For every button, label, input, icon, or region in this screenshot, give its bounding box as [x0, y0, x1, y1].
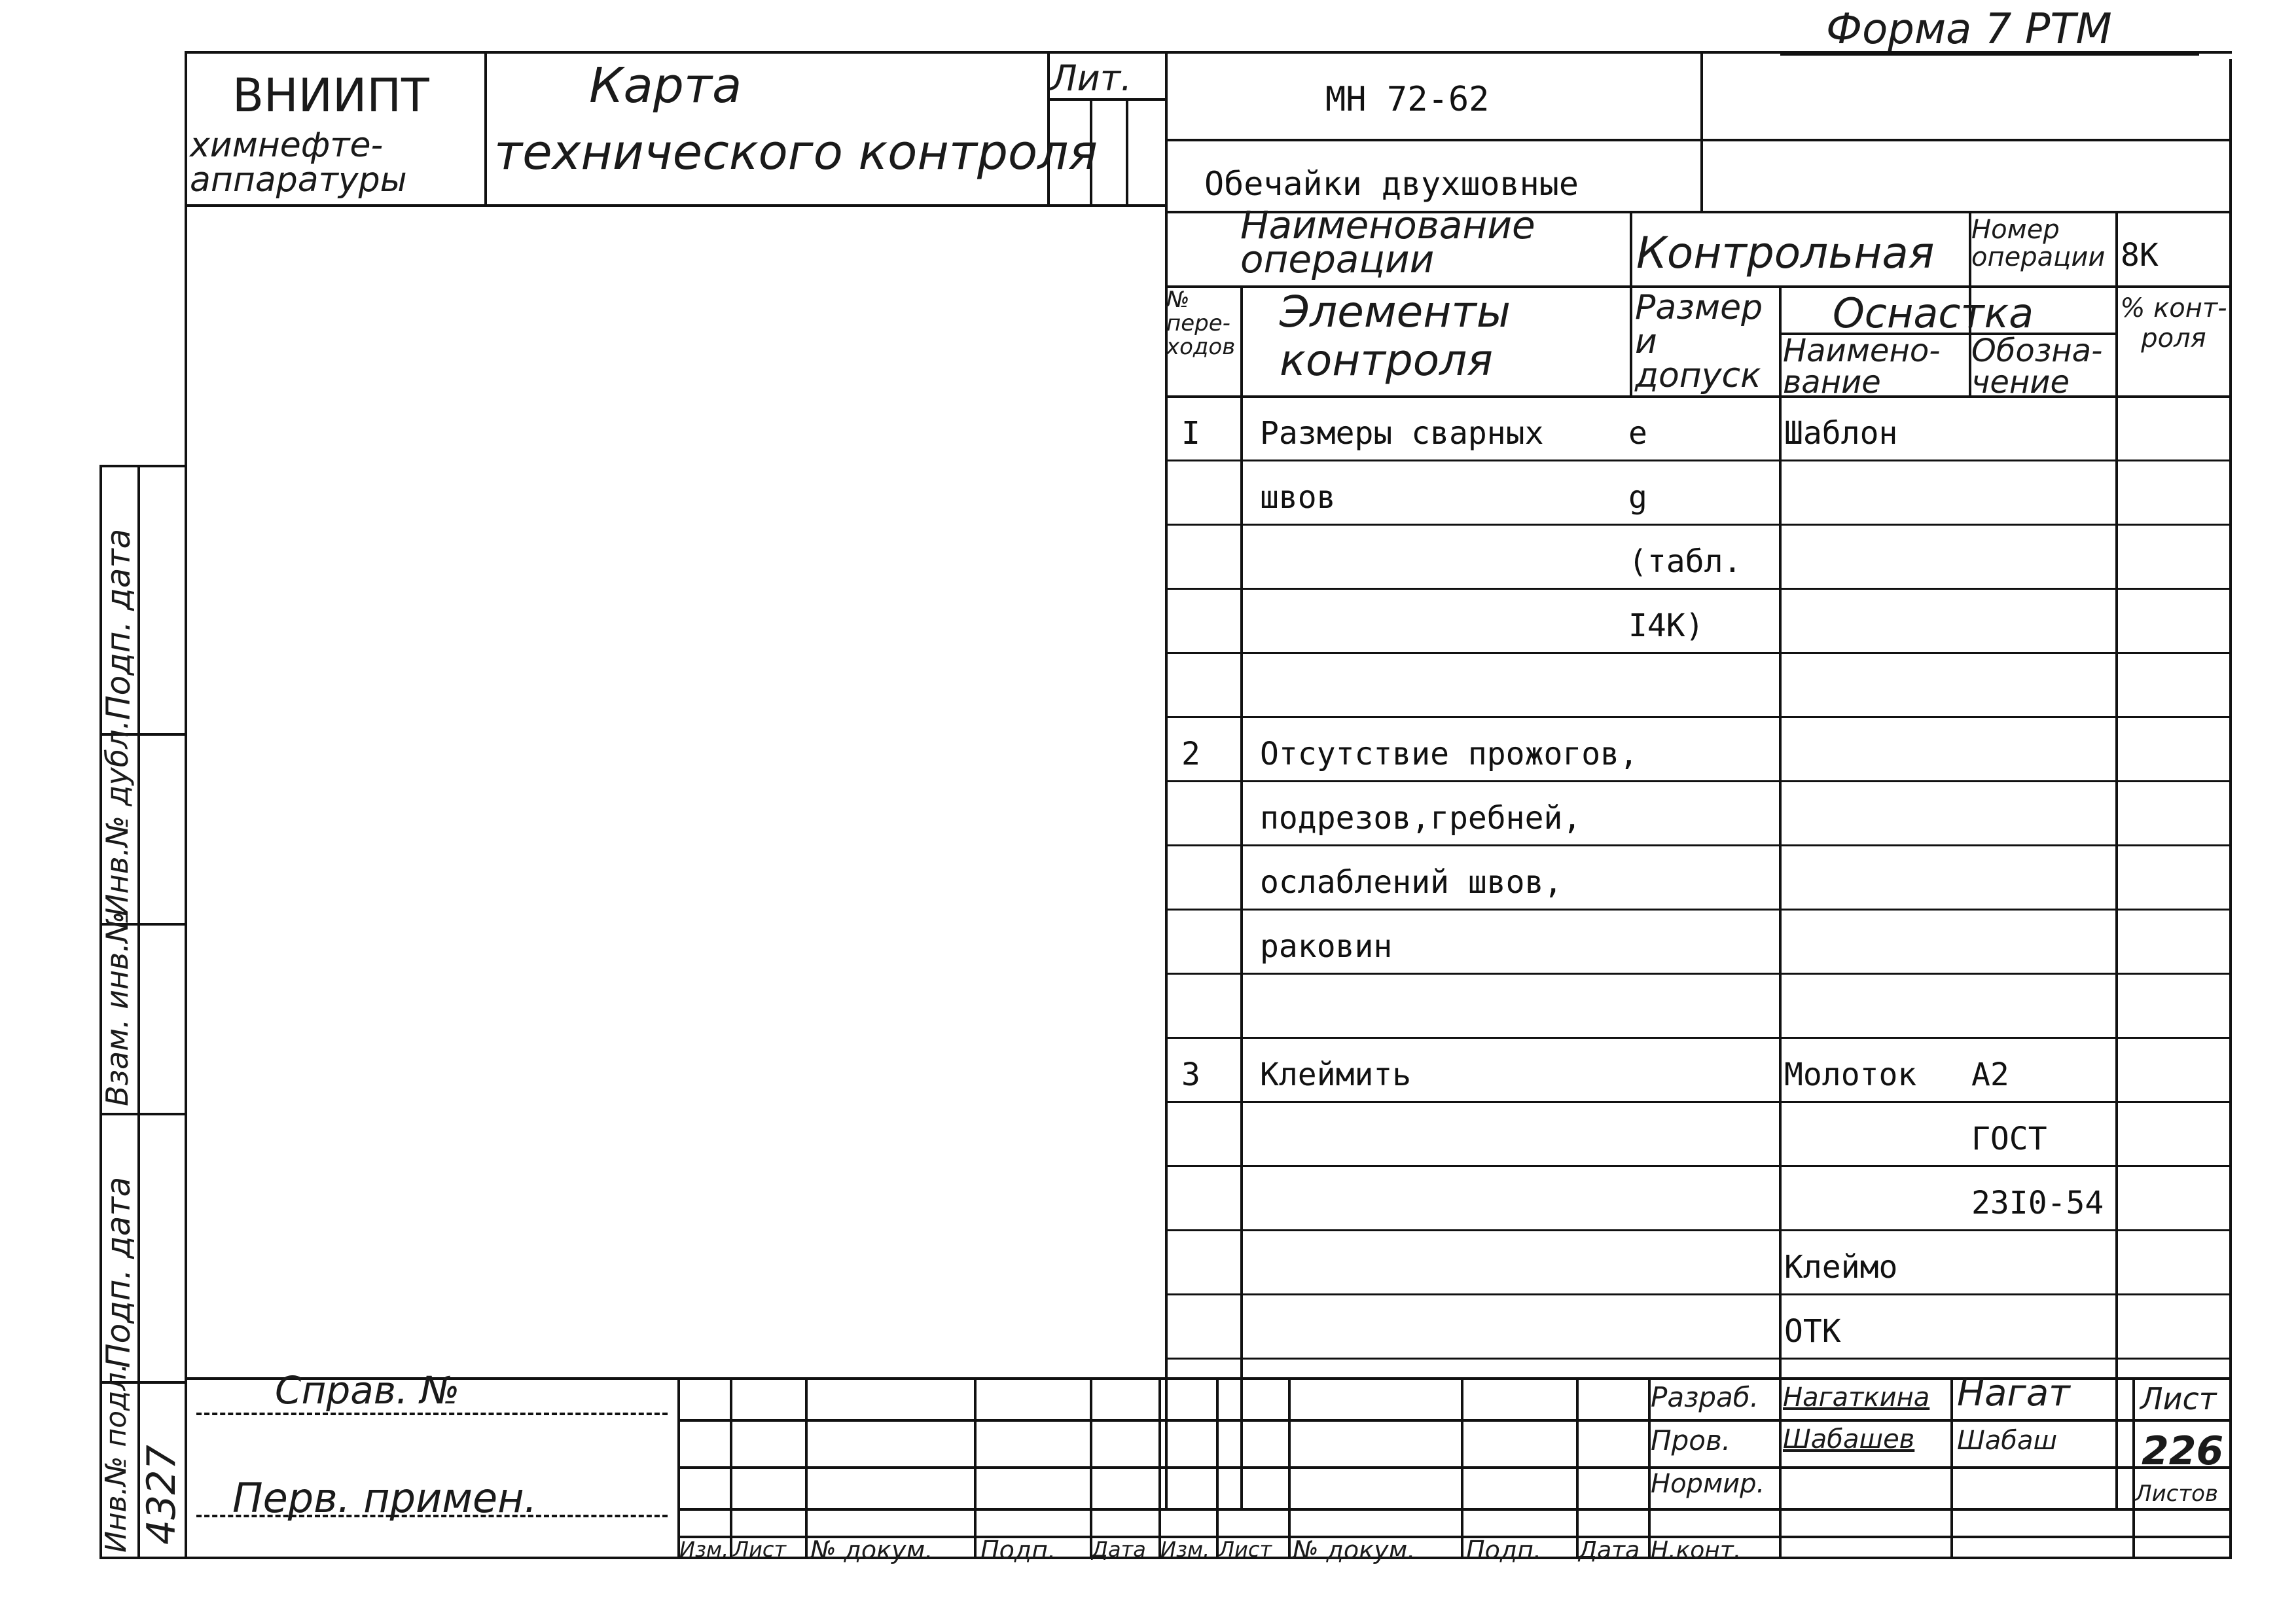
table-cell-size: g	[1628, 479, 1647, 516]
sprav-label: Справ. №	[275, 1368, 460, 1413]
table-row-line	[1165, 716, 2229, 718]
org-name-line2: химнефте-	[190, 126, 384, 165]
table-cell-element: подрезов,гребней,	[1260, 800, 1582, 837]
table-cell-size: (табл.	[1628, 543, 1742, 580]
signature-razrab: Нагат	[1957, 1372, 2070, 1415]
table-row-line	[1165, 1165, 2229, 1167]
table-row-line	[1165, 973, 2229, 975]
table-cell-equip-code: ГОСТ	[1971, 1121, 2047, 1157]
form-label: Форма 7 РТМ	[1826, 5, 2112, 54]
table-cell-element: ослаблений швов,	[1260, 864, 1563, 901]
org-name: ВНИИПТ	[232, 69, 429, 122]
col-elements: Элементы контроля	[1280, 287, 1511, 386]
footer-nkont: Н.конт.	[1651, 1537, 1742, 1564]
signature-prov: Шабаш	[1957, 1426, 2058, 1456]
table-cell-step: 2	[1181, 736, 1200, 772]
table-cell-equip-name: Молоток	[1784, 1056, 1917, 1093]
table-row-line	[1165, 524, 2229, 526]
listov-label: Листов	[2135, 1481, 2219, 1507]
footer-col-izm: Изм.	[679, 1537, 729, 1562]
frame-top	[185, 51, 2232, 54]
table-cell-equip-code: 23I0-54	[1971, 1185, 2104, 1221]
perv-primen-label: Перв. примен.	[232, 1474, 537, 1522]
razrab-label: Разраб.	[1651, 1381, 1759, 1413]
table-row-line	[1165, 1037, 2229, 1039]
margin-inv-number: 4327	[139, 1445, 185, 1545]
prov-name: Шабашев	[1783, 1424, 1915, 1454]
col-equipment: Оснастка	[1833, 289, 2034, 337]
margin-inv-dubl: Инв.№ дубл.	[99, 719, 135, 916]
table-row-line	[1165, 909, 2229, 911]
table-cell-size: I4К)	[1628, 607, 1704, 644]
col-percent: % конт-роля	[2120, 293, 2227, 353]
list-label: Лист	[2140, 1381, 2217, 1416]
table-cell-element: швов	[1260, 479, 1336, 516]
header-bottom-line	[185, 204, 1166, 207]
footer-col-izm-2: Изм.	[1160, 1537, 1210, 1562]
prov-label: Пров.	[1651, 1424, 1731, 1456]
table-cell-element: Размеры сварных	[1260, 415, 1544, 452]
doc-title-line1: Карта	[589, 58, 742, 114]
col-equip-code: Обозна-чение	[1971, 333, 2103, 401]
table-cell-element: Клеймить	[1260, 1056, 1412, 1093]
table-row-line	[1165, 1101, 2229, 1103]
list-value: 226	[2142, 1428, 2224, 1474]
operation-number-label: Номер операции	[1971, 215, 2106, 272]
doc-code: МН 72-62	[1325, 80, 1490, 119]
table-row-line	[1165, 1358, 2229, 1360]
doc-title-line2: технического контроля	[494, 124, 1098, 181]
table-cell-equip-name: Шаблон	[1784, 415, 1898, 452]
margin-vzam-inv: Взам. инв.№	[99, 911, 135, 1106]
lit-label: Лит.	[1050, 58, 1132, 99]
footer-col-podp: Подп.	[980, 1536, 1056, 1564]
product-name: Обечайки двухшовные	[1204, 165, 1579, 203]
footer-col-data: Дата	[1092, 1537, 1146, 1562]
table-cell-equip-name: Клеймо	[1784, 1249, 1898, 1286]
footer-col-ndokum: № докум.	[810, 1536, 933, 1564]
operation-name-label: Наименование операции	[1240, 203, 1535, 281]
table-cell-equip-code: А2	[1971, 1056, 2009, 1093]
footer-col-data-2: Дата	[1579, 1537, 1640, 1564]
table-cell-step: 3	[1181, 1056, 1200, 1093]
table-row-line	[1165, 1293, 2229, 1295]
margin-podp-data-1: Подп. дата	[99, 528, 137, 720]
table-row-line	[1165, 780, 2229, 782]
table-cell-step: I	[1181, 415, 1200, 452]
col-equip-name: Наимено-вание	[1783, 333, 1941, 401]
margin-podp-data-2: Подп. дата	[99, 1176, 137, 1368]
operation-name-value: Контрольная	[1636, 228, 1935, 278]
table-cell-element: Отсутствие прожогов,	[1260, 736, 1638, 772]
table-cell-element: раковин	[1260, 928, 1393, 965]
table-row-line	[1165, 1229, 2229, 1231]
col-size: Размер и допуск	[1635, 288, 1763, 395]
footer-col-podp-2: Подп.	[1466, 1536, 1542, 1564]
table-row-line	[1165, 844, 2229, 846]
normir-label: Нормир.	[1651, 1469, 1765, 1499]
table-row-line	[1165, 588, 2229, 590]
form-label-underline	[1780, 54, 2199, 56]
margin-inv-podl: Инв.№ подл.	[99, 1363, 133, 1553]
col-step-no: № пере-ходов	[1166, 287, 1236, 360]
org-name-line3: аппаратуры	[190, 160, 407, 200]
table-row-line	[1165, 460, 2229, 461]
operation-number-value: 8К	[2121, 237, 2159, 274]
table-row-line	[1165, 652, 2229, 654]
table-cell-size: e	[1628, 415, 1647, 452]
footer-col-list-2: Лист	[1219, 1537, 1272, 1562]
frame-right	[2229, 59, 2232, 1558]
frame-left	[185, 51, 187, 1557]
footer-col-ndokum-2: № докум.	[1293, 1536, 1416, 1564]
footer-col-list: Лист	[733, 1537, 787, 1562]
razrab-name: Нагаткина	[1783, 1382, 1930, 1413]
table-cell-equip-name: ОТК	[1784, 1313, 1841, 1350]
